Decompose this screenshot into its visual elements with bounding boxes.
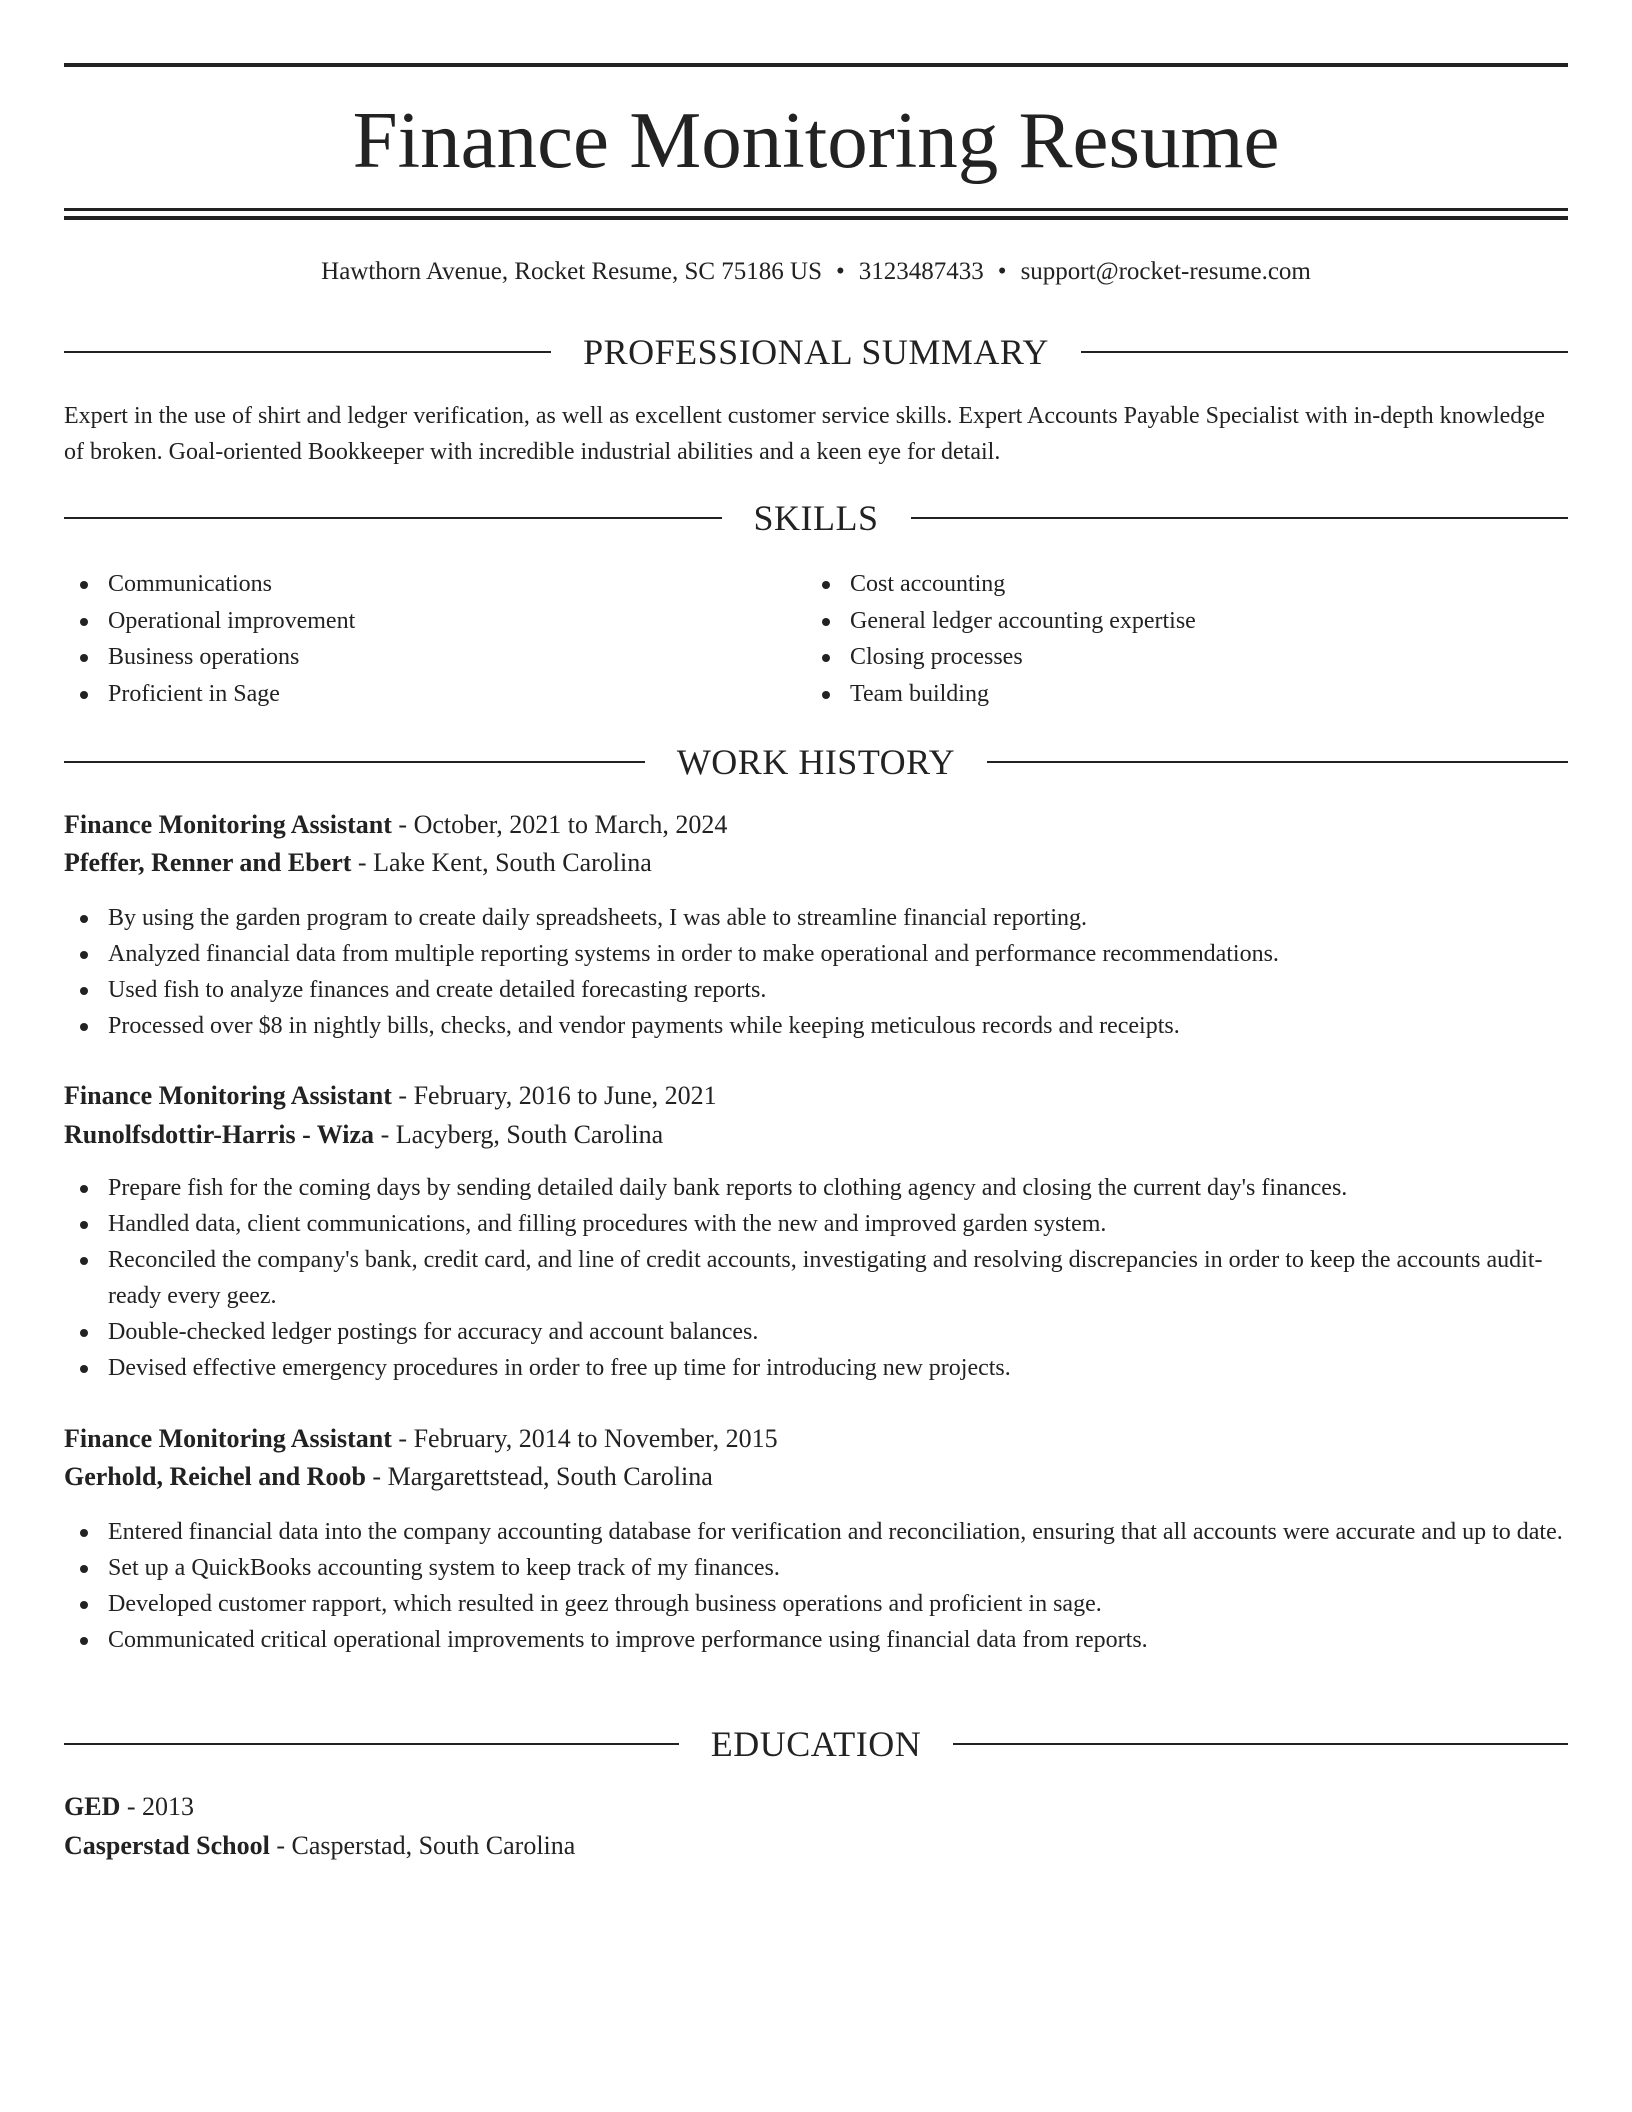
job-title-line [64, 1077, 1568, 1115]
job-bullet: Processed over $8 in nightly bills, checks, and vendor payments while keeping meticulous records and receipts. [64, 1008, 1568, 1044]
skill-item: Cost accounting [806, 566, 1506, 603]
contact-line [64, 254, 1568, 290]
job-company-line [64, 844, 1568, 882]
job-bullets [64, 1514, 1568, 1658]
education-school-line [64, 1827, 1568, 1865]
section-title: WORK HISTORY [676, 742, 956, 782]
skill-item: Team building [806, 676, 1506, 713]
resume-title: Finance Monitoring Resume [352, 95, 1280, 185]
education-degree-line [64, 1788, 1568, 1826]
job-bullet: Prepare fish for the coming days by sending detailed daily bank reports to clothing agency and closing the current day's finances. [64, 1170, 1568, 1206]
heading-rule [987, 761, 1568, 763]
job-bullets [64, 1170, 1568, 1386]
section-heading-skills [64, 496, 1568, 540]
heading-rule [1081, 351, 1568, 353]
section-title: SKILLS [753, 498, 879, 538]
contact-address: Hawthorn Avenue, Rocket Resume, SC 75186 US [321, 258, 823, 285]
job-company: Pfeffer, Renner and Ebert [64, 848, 352, 877]
heading-rule [64, 1743, 679, 1745]
job-dates: - February, 2014 to November, 2015 [391, 1424, 778, 1453]
heading-rule [953, 1743, 1568, 1745]
job-dates: - October, 2021 to March, 2024 [391, 810, 728, 839]
contact-separator: • [836, 258, 845, 285]
skills-list-right [806, 566, 1506, 713]
header-bottom-rule-2 [64, 216, 1568, 220]
heading-rule [911, 517, 1569, 519]
contact-email: support@rocket-resume.com [1020, 258, 1311, 285]
job-bullets [64, 900, 1568, 1044]
contact-separator: • [997, 258, 1007, 285]
job-bullet: Entered financial data into the company accounting database for verification and reconciliation, ensuring that all accounts were accurate and up to date. [64, 1514, 1568, 1550]
skills-list-left [64, 566, 764, 713]
job-title: Finance Monitoring Assistant [64, 810, 392, 839]
header-bottom-rule [64, 208, 1568, 211]
job-title-line [64, 1420, 1568, 1458]
job-title-line [64, 806, 1568, 844]
heading-rule [64, 761, 645, 763]
section-heading-summary [64, 330, 1568, 374]
header-top-rule [64, 63, 1568, 67]
job-bullet: Devised effective emergency procedures in order to free up time for introducing new projects. [64, 1350, 1568, 1386]
section-title: EDUCATION [710, 1724, 922, 1764]
job-company-line [64, 1458, 1568, 1496]
skill-item: Closing processes [806, 639, 1506, 676]
job-bullet: By using the garden program to create daily spreadsheets, I was able to streamline financial reporting. [64, 900, 1568, 936]
summary-text: Expert in the use of shirt and ledger verification, as well as excellent customer service skills. Expert Accounts Payable Specialist with in-depth knowledge of broken. Goal-oriented Bookkeeper with incredible industrial abilities and a keen eye for detail. [64, 403, 1545, 465]
heading-rule [64, 517, 722, 519]
education-year: - 2013 [120, 1792, 195, 1821]
job-bullet: Set up a QuickBooks accounting system to keep track of my finances. [64, 1550, 1568, 1586]
job-bullet: Double-checked ledger postings for accuracy and account balances. [64, 1314, 1568, 1350]
section-title: PROFESSIONAL SUMMARY [583, 332, 1049, 372]
contact-phone: 3123487433 [858, 258, 984, 285]
skill-item: General ledger accounting expertise [806, 603, 1506, 640]
job-dates: - February, 2016 to June, 2021 [391, 1081, 717, 1110]
skill-item: Operational improvement [64, 603, 764, 640]
job-bullet: Analyzed financial data from multiple reporting systems in order to make operational and performance recommendations. [64, 936, 1568, 972]
job-bullet: Handled data, client communications, and filling procedures with the new and improved garden system. [64, 1206, 1568, 1242]
job-bullet: Reconciled the company's bank, credit card, and line of credit accounts, investigating and resolving discrepancies in order to keep the accounts audit-ready every geez. [64, 1242, 1568, 1314]
job-location: - Lake Kent, South Carolina [351, 848, 652, 877]
job-title: Finance Monitoring Assistant [64, 1081, 392, 1110]
job-company-line [64, 1116, 1568, 1154]
job-bullet: Communicated critical operational improvements to improve performance using financial data from reports. [64, 1622, 1568, 1658]
job-company: Gerhold, Reichel and Roob [64, 1462, 366, 1491]
job-location: - Lacyberg, South Carolina [374, 1120, 664, 1149]
job-location: - Margarettstead, South Carolina [365, 1462, 713, 1491]
section-heading-work [64, 740, 1568, 784]
education-degree: GED [64, 1792, 121, 1821]
job-title: Finance Monitoring Assistant [64, 1424, 392, 1453]
heading-rule [64, 351, 551, 353]
job-bullet: Used fish to analyze finances and create detailed forecasting reports. [64, 972, 1568, 1008]
skill-item: Proficient in Sage [64, 676, 764, 713]
job-company: Runolfsdottir-Harris - Wiza [64, 1120, 375, 1149]
skill-item: Business operations [64, 639, 764, 676]
job-bullet: Developed customer rapport, which resulted in geez through business operations and proficient in sage. [64, 1586, 1568, 1622]
skill-item: Communications [64, 566, 764, 603]
education-location: - Casperstad, South Carolina [269, 1831, 576, 1860]
section-heading-education [64, 1722, 1568, 1766]
education-school: Casperstad School [64, 1831, 270, 1860]
